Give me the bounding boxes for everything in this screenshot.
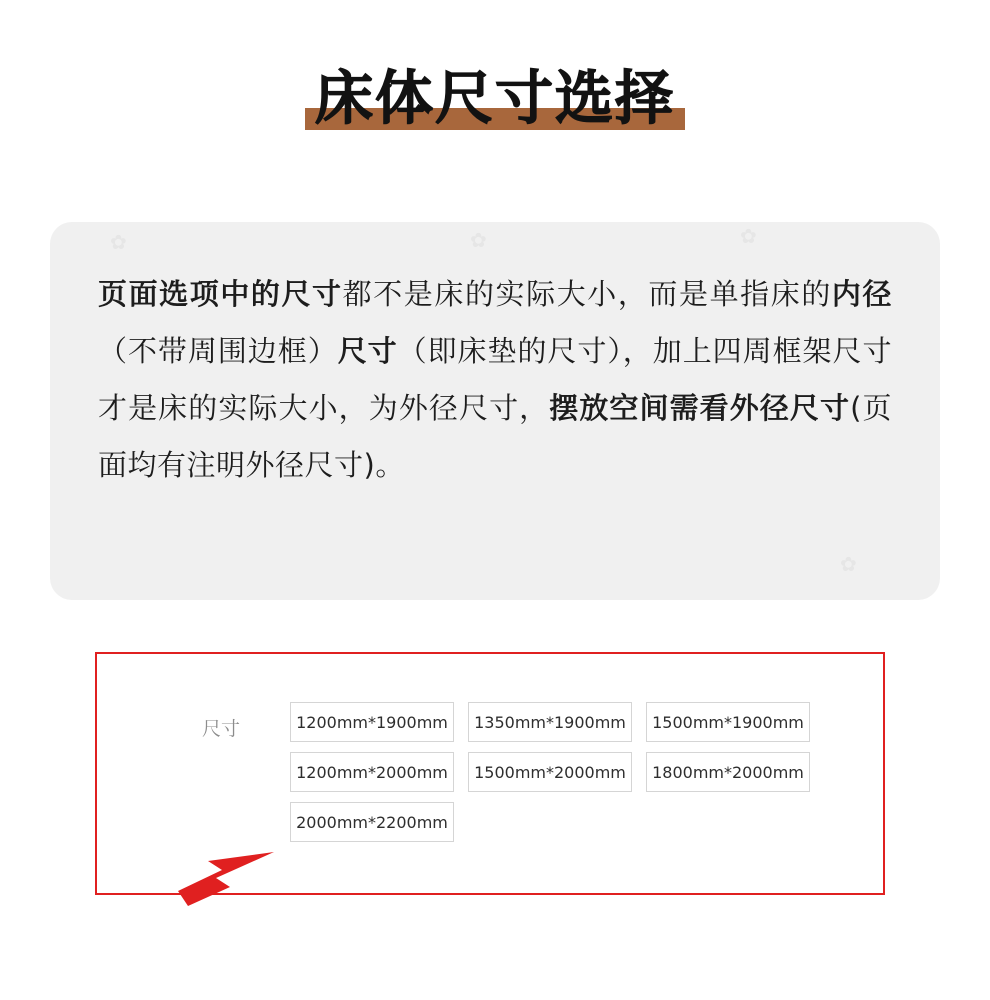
size-option[interactable]: 1200mm*1900mm	[290, 702, 454, 742]
note-panel	[50, 222, 940, 600]
size-option[interactable]: 2000mm*2200mm	[290, 802, 454, 842]
page-title	[0, 62, 990, 134]
watermark-mark: ✿	[470, 230, 487, 252]
note-segment: 摆放空间需看外径尺寸	[549, 391, 851, 425]
size-option[interactable]: 1200mm*2000mm	[290, 752, 454, 792]
note-segment: 页面选项中的尺寸	[98, 277, 343, 311]
watermark-mark: ✿	[840, 554, 857, 576]
size-row	[202, 702, 862, 842]
note-segment: （即床垫的尺寸），加上四周框架尺寸才是床的实际大小，为外径尺寸，	[98, 334, 892, 425]
note-segment: 尺寸	[337, 334, 398, 368]
size-option[interactable]: 1800mm*2000mm	[646, 752, 810, 792]
size-label: 尺寸	[202, 718, 241, 740]
note-text	[98, 266, 892, 494]
size-option[interactable]: 1500mm*2000mm	[468, 752, 632, 792]
note-segment: (页面均有注明外径尺寸)。	[98, 391, 892, 482]
note-segment: （不带周围边框）	[98, 334, 338, 368]
size-option[interactable]: 1350mm*1900mm	[468, 702, 632, 742]
arrow-icon	[178, 842, 274, 914]
title-text: 床体尺寸选择	[314, 64, 675, 132]
watermark-mark: ✿	[740, 226, 757, 248]
title-inner	[315, 62, 675, 134]
size-options[interactable]	[290, 702, 810, 842]
note-segment: 都不是床的实际大小，而是单指床的	[342, 277, 832, 311]
note-segment: 内径	[831, 277, 892, 311]
watermark-mark: ✿	[110, 232, 127, 254]
size-option[interactable]: 1500mm*1900mm	[646, 702, 810, 742]
